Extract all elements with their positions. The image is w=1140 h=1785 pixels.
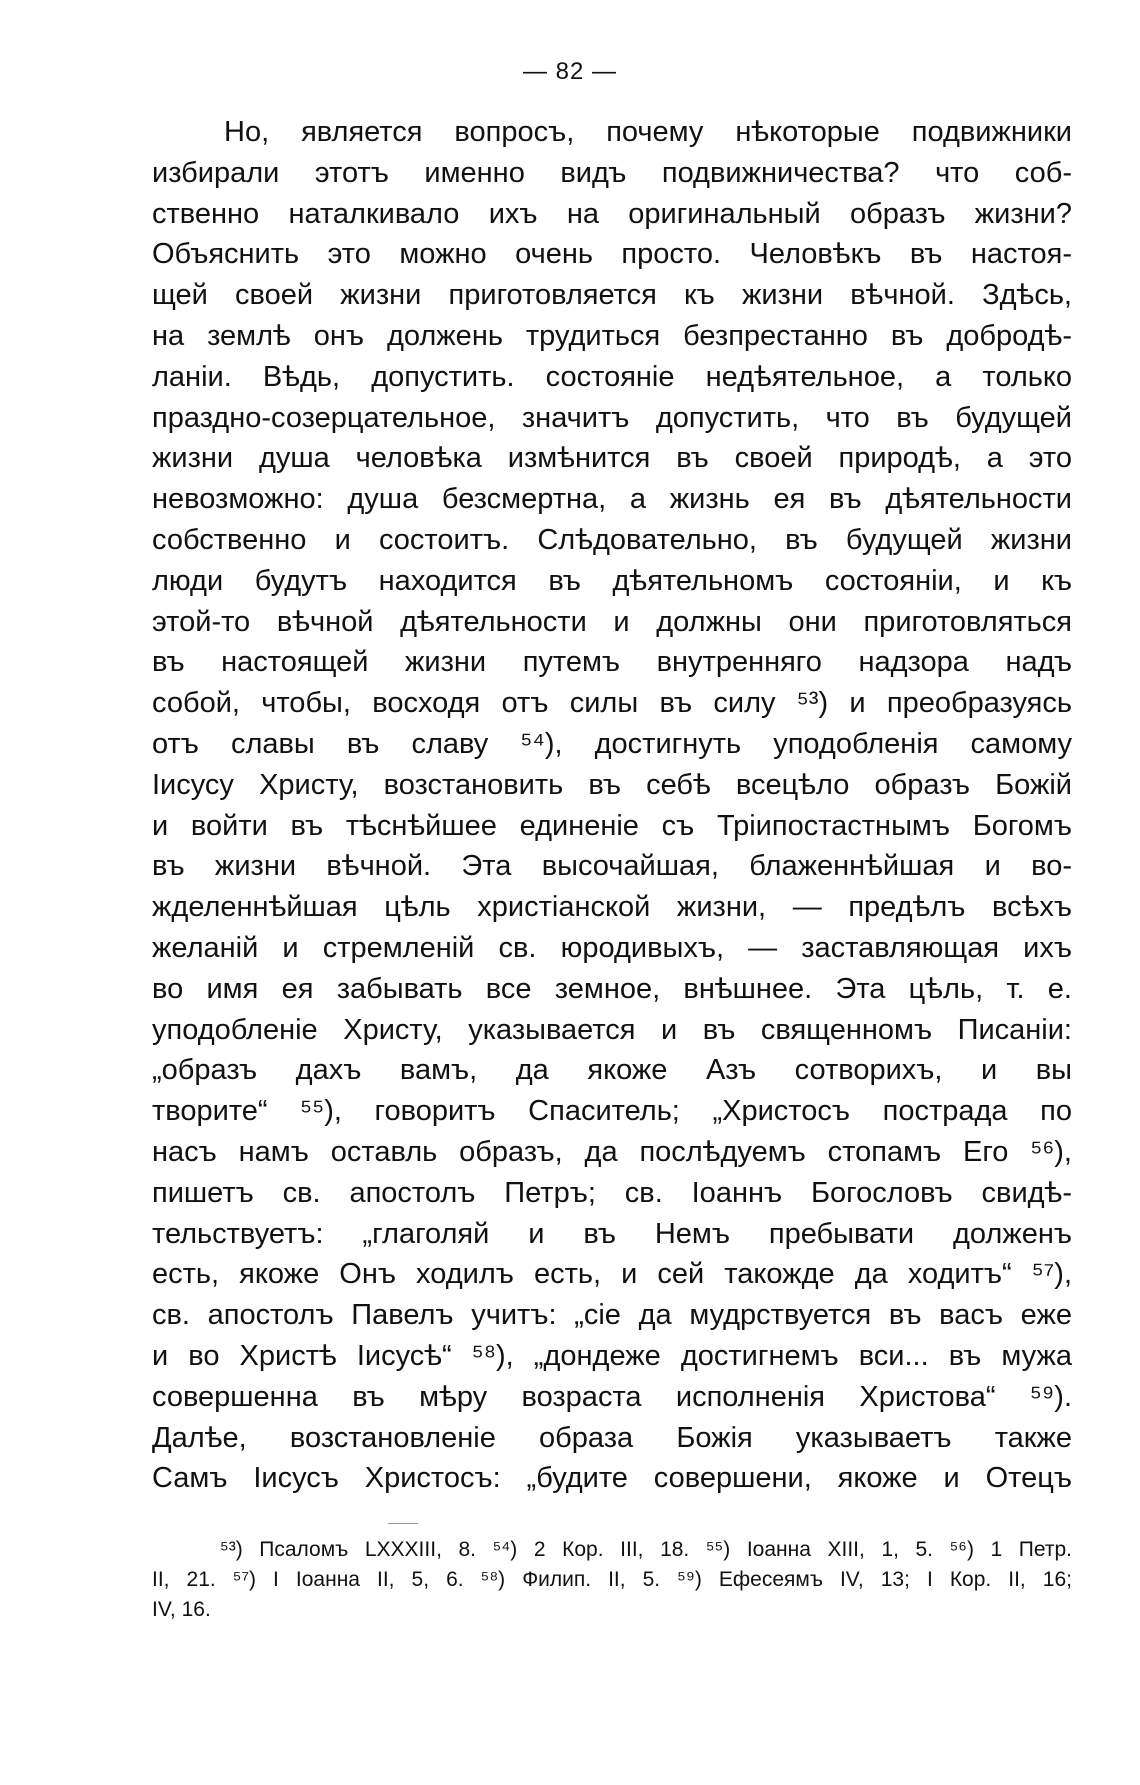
main-text [152, 112, 1072, 1499]
text-line: въ жизни вѣчной. Эта высочайшая, блаженнѣйшая и во- [152, 850, 1072, 883]
text-line: невозможно: душа безсмертна, а жизнь ея въ дѣятельности [152, 483, 1072, 516]
page-number: — 82 — [522, 58, 618, 85]
text-line: есть, якоже Онъ ходилъ есть, и сей такожде да ходитъ“ ⁵⁷), [152, 1258, 1072, 1291]
text-line: собой, чтобы, восходя отъ силы въ силу ⁵³) и преобразуясь [152, 687, 1072, 720]
text-line: пишетъ св. апостолъ Петръ; св. Іоаннъ Богословъ свидѣ- [152, 1176, 1072, 1209]
text-line: Но, является вопросъ, почему нѣкоторые подвижники [224, 116, 1072, 148]
footnote-line: ⁵³) Псаломъ LXXXIII, 8. ⁵⁴) 2 Кор. III, 18. ⁵⁵) Іоанна XIII, 1, 5. ⁵⁶) 1 Петр. [220, 1538, 1072, 1561]
text-line: совершенна въ мѣру возраста исполненія Христова“ ⁵⁹). [152, 1380, 1072, 1413]
text-line: Далѣе, возстановленіе образа Божія указываетъ также [152, 1421, 1072, 1454]
text-line: ланіи. Вѣдь, допустить. состояніе недѣятельное, а только [152, 360, 1072, 393]
text-line: отъ славы въ славу ⁵⁴), достигнуть уподобленія самому [152, 727, 1072, 760]
footnote-separator [388, 1523, 418, 1524]
text-line: Іисусу Христу, возстановить въ себѣ всецѣло образъ Божій [152, 768, 1072, 801]
footnotes [152, 1535, 1072, 1625]
footnote-line: II, 21. ⁵⁷) I Іоанна II, 5, 6. ⁵⁸) Филип. II, 5. ⁵⁹) Ефесеямъ IV, 13; I Кор. II, 16; [152, 1568, 1072, 1591]
text-line: праздно-созерцательное, значитъ допустить, что въ будущей [152, 401, 1072, 434]
text-line: Самъ Іисусъ Христосъ: „будите совершени, якоже и Отецъ [152, 1462, 1072, 1495]
text-line: „образъ дахъ вамъ, да якоже Азъ сотворихъ, и вы [152, 1054, 1072, 1087]
text-line: собственно и состоитъ. Слѣдовательно, въ будущей жизни [152, 523, 1072, 556]
text-line: ственно наталкивало ихъ на оригинальный образъ жизни? [152, 197, 1072, 230]
text-line: св. апостолъ Павелъ учитъ: „сіе да мудрствуется въ васъ еже [152, 1299, 1072, 1332]
text-line: желаній и стремленій св. юродивыхъ, — заставляющая ихъ [152, 931, 1072, 964]
text-line: Объяснить это можно очень просто. Человѣкъ въ настоя- [152, 238, 1072, 271]
text-line: избирали этотъ именно видъ подвижничества? что соб- [152, 156, 1072, 189]
footnote-line: IV, 16. [152, 1598, 211, 1621]
text-line: этой-то вѣчной дѣятельности и должны они приготовляться [152, 605, 1072, 638]
text-line: творите“ ⁵⁵), говоритъ Спаситель; „Христосъ пострада по [152, 1095, 1072, 1128]
text-line: во имя ея забывать все земное, внѣшнее. Эта цѣль, т. е. [152, 972, 1072, 1005]
text-line: и во Христѣ Іисусѣ“ ⁵⁸), „дондеже достигнемъ вси... въ мужа [152, 1339, 1072, 1372]
text-line: щей своей жизни приготовляется къ жизни вѣчной. Здѣсь, [152, 279, 1072, 312]
text-line: жделеннѣйшая цѣль христіанской жизни, — предѣлъ всѣхъ [152, 891, 1072, 924]
text-line: люди будутъ находится въ дѣятельномъ состояніи, и къ [152, 564, 1072, 597]
text-line: насъ намъ оставль образъ, да послѣдуемъ стопамъ Его ⁵⁶), [152, 1135, 1072, 1168]
text-line: тельствуетъ: „глаголяй и въ Немъ пребывати долженъ [152, 1217, 1072, 1250]
text-line: жизни душа человѣка измѣнится въ своей природѣ, а это [152, 442, 1072, 475]
text-line: уподобленіе Христу, указывается и въ священномъ Писаніи: [152, 1013, 1072, 1046]
text-line: на землѣ онъ должень трудиться безпрестанно въ добродѣ- [152, 319, 1072, 352]
text-line: въ настоящей жизни путемъ внутренняго надзора надъ [152, 646, 1072, 679]
text-line: и войти въ тѣснѣйшее единеніе съ Тріипостастнымъ Богомъ [152, 809, 1072, 842]
